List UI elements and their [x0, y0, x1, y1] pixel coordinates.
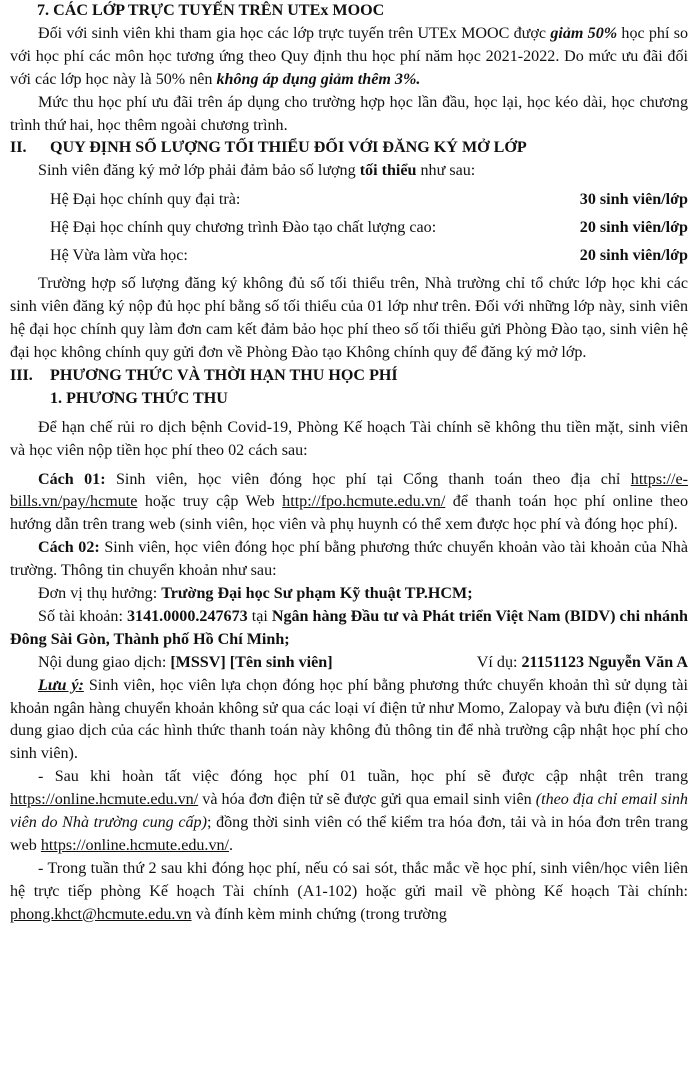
payment-method-heading: 1. PHƯƠNG THỨC THU — [50, 389, 228, 407]
requirement-value: 20 sinh viên/lớp — [579, 219, 688, 237]
transaction-content-line: Nội dung giao dịch: [MSSV] [Tên sinh viên] Ví dụ: 21151123 Nguyễn Văn A — [38, 653, 688, 671]
bullet-1-paragraph: - Sau khi hoàn tất việc đóng học phí 01 tuần, học phí sẽ được cập nhật trên trang https://online.hcmute.edu.vn/ và hóa đơn điện tử sẽ được gửi qua email sinh viên (theo địa chỉ email sinh viên do Nhà trường cung cấp); đồng thời sinh viên có thể kiểm tra hóa đơn, tải và in hóa đơn trên trang web https://online.hcmute.edu.vn/. — [10, 768, 689, 854]
requirement-row-part-time: Hệ Vừa làm vừa học: 20 sinh viên/lớp — [10, 245, 688, 267]
section-ii-heading: II. QUY ĐỊNH SỐ LƯỢNG TỐI THIỂU ĐỐI VỚI ĐĂNG KÝ MỞ LỚP — [10, 139, 527, 157]
account-line: Số tài khoản: 3141.0000.247673 tại Ngân hàng Đầu tư và Phát triển Việt Nam (BIDV) chi nhánh Đông Sài Gòn, Thành phố Hồ Chí Minh; — [10, 607, 688, 648]
beneficiary-line: Đơn vị thụ hưởng: Trường Đại học Sư phạm Kỹ thuật TP.HCM; — [38, 585, 473, 603]
online-portal-link[interactable]: https://online.hcmute.edu.vn/ — [10, 791, 199, 809]
discount-50-text: giảm 50% — [550, 24, 618, 42]
note-label: Lưu ý: — [38, 676, 84, 694]
online-portal-link-2[interactable]: https://online.hcmute.edu.vn/ — [40, 837, 230, 854]
section-ii-paragraph: Trường hợp số lượng đăng ký không đủ số tối thiểu trên, Nhà trường chỉ tổ chức lớp học khi các sinh viên đăng ký nộp đủ học phí bằng số tối thiểu của 01 lớp như trên. Đối với những lớp này, sinh viên hệ đại học chính quy làm đơn cam kết đảm bảo học phí theo số tối thiểu gửi Phòng Đào tạo, sinh viên hệ đại học không chính quy gửi đơn về Phòng Đào tạo Không chính quy để đăng ký mở lớp. — [10, 275, 688, 361]
requirement-value: 30 sinh viên/lớp — [579, 191, 688, 209]
bullet-2-paragraph: - Trong tuần thứ 2 sau khi đóng học phí, nếu có sai sót, thắc mắc về học phí, sinh viên/học viên liên hệ trực tiếp phòng Kế hoạch Tài chính (A1-102) hoặc gửi mail về phòng Kế hoạch Tài chính: phong.khct@hcmute.edu.vn và đính kèm minh chứng (trong trường — [10, 859, 688, 923]
requirement-row-regular: Hệ Đại học chính quy đại trà: 30 sinh viên/lớp — [10, 189, 688, 211]
requirement-row-high-quality: Hệ Đại học chính quy chương trình Đào tạo chất lượng cao: 20 sinh viên/lớp — [10, 217, 688, 239]
finance-email-link[interactable]: phong.khct@hcmute.edu.vn — [10, 905, 192, 923]
method-2-paragraph: Cách 02: Sinh viên, học viên đóng học phí bằng phương thức chuyển khoản vào tài khoản của Nhà trường. Thông tin chuyển khoản như sau: — [10, 539, 688, 580]
section-iii-heading: III. PHƯƠNG THỨC VÀ THỜI HẠN THU HỌC PHÍ — [10, 366, 398, 384]
account-number: 3141.0000.247673 — [126, 607, 248, 625]
note-paragraph: Lưu ý: Sinh viên, học viên lựa chọn đóng học phí bằng phương thức chuyển khoản thì sử dụng tài khoản ngân hàng chuyển khoản không sử qua các loại ví điện tử như Momo, Zalopay và bưu điện (vì nội dung giao dịch của các hình thức thanh toán này không đủ thông tin để nhà trường cập nhật học phí cho sinh viên). — [10, 676, 688, 763]
bank-name: Ngân hàng Đầu tư và Phát triển Việt Nam (BIDV) chi nhánh Đông Sài Gòn, Thành phố Hồ Chí Minh; — [10, 607, 688, 648]
section-7-heading: 7. CÁC LỚP TRỰC TUYẾN TRÊN UTEx MOOC — [37, 2, 385, 19]
payment-intro: Để hạn chế rủi ro dịch bệnh Covid-19, Phòng Kế hoạch Tài chính sẽ không thu tiền mặt, sinh viên và học viên nộp tiền học phí theo 02 cách sau: — [10, 418, 688, 459]
fpo-link[interactable]: http://fpo.hcmute.edu.vn/ — [282, 493, 446, 511]
method-1-paragraph: Cách 01: Sinh viên, học viên đóng học phí tại Cổng thanh toán theo địa chỉ https://e-bills.vn/pay/hcmute hoặc truy cập Web http://fpo.hcmute.edu.vn/ để thanh toán học phí online theo hướng dẫn trên trang web (sinh viên, học viên và phụ huynh có thể xem được học phí và đóng học phí). — [10, 470, 688, 534]
section-7-paragraph-2: Mức thu học phí ưu đãi trên áp dụng cho trường hợp học lần đầu, học lại, học kéo dài, học chương trình thứ hai, học thêm ngoài chương trình. — [10, 93, 688, 134]
requirement-value: 20 sinh viên/lớp — [579, 247, 688, 265]
section-7-paragraph-1: Đối với sinh viên khi tham gia học các lớp trực tuyến trên UTEx MOOC được giảm 50% học phí so với học phí các môn học tương ứng theo Quy định thu học phí năm học 2021-2022. Do mức ưu đãi đối với các lớp học này là 50% nên không áp dụng giảm thêm 3%. — [10, 24, 689, 88]
ebills-link[interactable]: https://e-bills.vn/pay/hcmute — [10, 470, 688, 511]
no-extra-discount-text: không áp dụng giảm thêm 3%. — [216, 70, 421, 88]
section-ii-intro: Sinh viên đăng ký mở lớp phải đảm bảo số lượng tối thiểu như sau: — [38, 162, 476, 180]
